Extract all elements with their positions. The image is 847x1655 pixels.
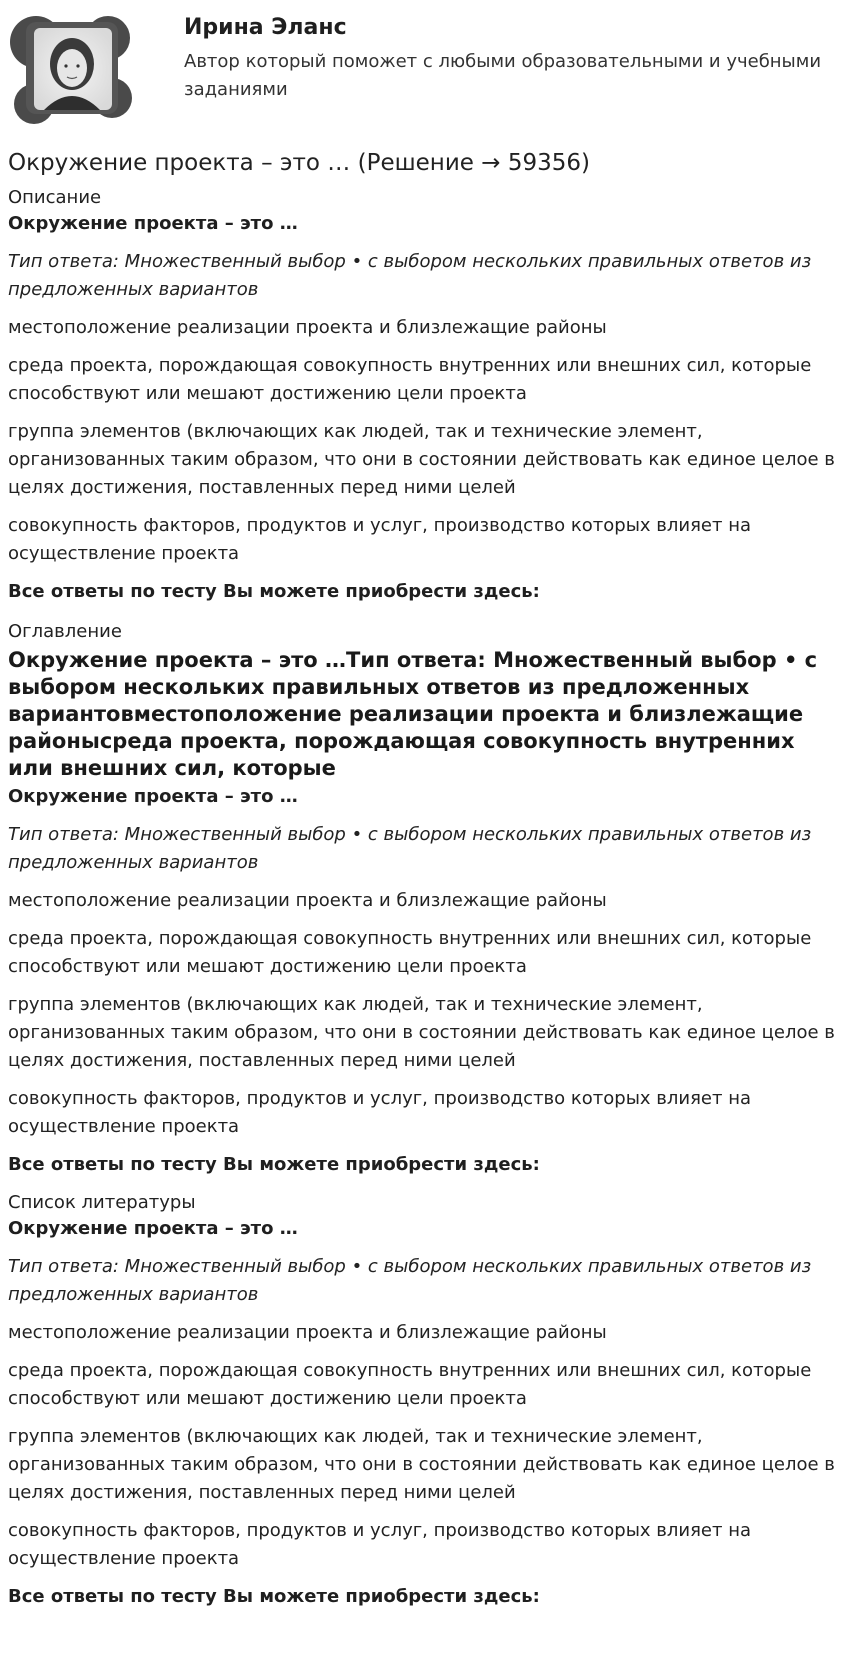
answer-option: группа элементов (включающих как людей, так и технические элемент, организованных таким образом, что они в состоянии действовать как единое целое в целях достижения, поставленных перед ними целей: [8, 994, 835, 1071]
answer-option: среда проекта, порождающая совокупность внутренних или внешних сил, которые способствуют или мешают достижению цели проекта: [8, 928, 812, 977]
author-description: Автор который поможет с любыми образовательными и учебными заданиями: [184, 51, 822, 100]
answer-type: Тип ответа: Множественный выбор • с выбором нескольких правильных ответов из предложенных вариантов: [8, 251, 812, 300]
answer-option: местоположение реализации проекта и близлежащие районы: [8, 890, 607, 911]
author-avatar[interactable]: [8, 8, 132, 126]
author-name[interactable]: Ирина Эланс: [184, 15, 347, 40]
answer-option: местоположение реализации проекта и близлежащие районы: [8, 317, 607, 338]
author-card: [8, 0, 839, 126]
answer-type: Тип ответа: Множественный выбор • с выбором нескольких правильных ответов из предложенных вариантов: [8, 824, 812, 873]
answer-option: совокупность факторов, продуктов и услуг, производство которых влияет на осуществление проекта: [8, 515, 752, 564]
buy-answers-text: Все ответы по тесту Вы можете приобрести здесь:: [8, 581, 540, 602]
answer-option: группа элементов (включающих как людей, так и технические элемент, организованных таким образом, что они в состоянии действовать как единое целое в целях достижения, поставленных перед ними целей: [8, 1426, 835, 1503]
answer-option: совокупность факторов, продуктов и услуг, производство которых влияет на осуществление проекта: [8, 1088, 752, 1137]
description-label: Описание: [8, 187, 102, 208]
buy-answers-text: Все ответы по тесту Вы можете приобрести здесь:: [8, 1586, 540, 1607]
buy-answers-text: Все ответы по тесту Вы можете приобрести здесь:: [8, 1154, 540, 1175]
answer-option: группа элементов (включающих как людей, так и технические элемент, организованных таким образом, что они в состоянии действовать как единое целое в целях достижения, поставленных перед ними целей: [8, 421, 835, 498]
answer-option: среда проекта, порождающая совокупность внутренних или внешних сил, которые способствуют или мешают достижению цели проекта: [8, 1360, 812, 1409]
toc-heading: Окружение проекта – это …Тип ответа: Множественный выбор • с выбором нескольких правильных ответов из предложенных вариантовместоположение реализации проекта и близлежащие районысреда проекта, порождающая совокупность внутренних или внешних сил, которые: [8, 648, 818, 780]
page-title: Окружение проекта – это … (Решение → 59356): [8, 150, 590, 176]
question-title: Окружение проекта – это …: [8, 1218, 298, 1239]
author-info: [184, 8, 839, 104]
toc-label: Оглавление: [8, 621, 122, 642]
answer-option: местоположение реализации проекта и близлежащие районы: [8, 1322, 607, 1343]
answer-option: совокупность факторов, продуктов и услуг, производство которых влияет на осуществление проекта: [8, 1520, 752, 1569]
answer-type: Тип ответа: Множественный выбор • с выбором нескольких правильных ответов из предложенных вариантов: [8, 1256, 812, 1305]
question-title: Окружение проекта – это …: [8, 786, 298, 807]
literature-label: Список литературы: [8, 1192, 196, 1213]
question-title: Окружение проекта – это …: [8, 213, 298, 234]
answer-option: среда проекта, порождающая совокупность внутренних или внешних сил, которые способствуют или мешают достижению цели проекта: [8, 355, 812, 404]
